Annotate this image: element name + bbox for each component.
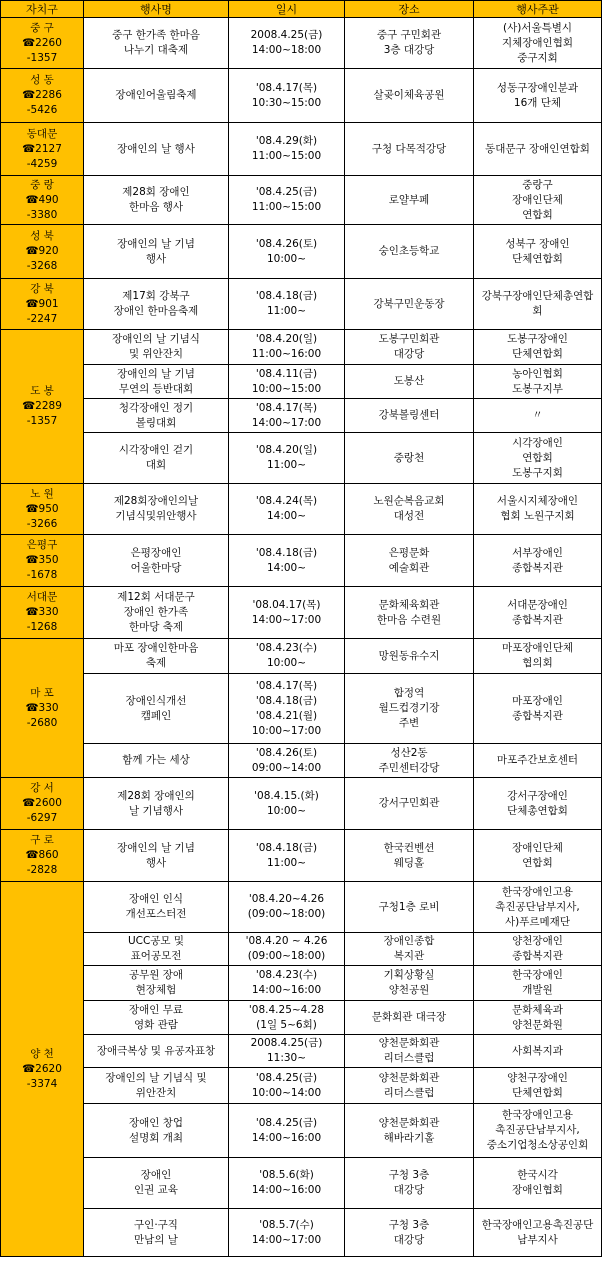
event-name-cell: 함께 가는 세상	[84, 744, 229, 778]
event-name-cell: 장애인 인권 교육	[84, 1158, 229, 1209]
datetime-cell: '08.04.17(목) 14:00~17:00	[229, 587, 345, 639]
datetime-cell: '08.4.26(토) 09:00~14:00	[229, 744, 345, 778]
place-cell: 강북볼링센터	[345, 399, 474, 433]
datetime-cell: 2008.4.25(금) 11:30~	[229, 1035, 345, 1068]
event-name-cell: 장애인의 날 기념식 및 위안잔치	[84, 330, 229, 365]
district-cell	[1, 123, 84, 176]
district-name: 도 봉	[30, 385, 54, 397]
organizer-cell: 양천장애인 종합복지관	[474, 933, 602, 966]
table-row	[1, 778, 602, 830]
organizer-cell: 동대문구 장애인연합회	[474, 123, 602, 176]
table-row	[1, 123, 602, 176]
place-cell: 양천문화회관 리더스클럽	[345, 1035, 474, 1068]
datetime-cell: '08.4.20(일) 11:00~	[229, 433, 345, 484]
table-row	[1, 69, 602, 123]
organizer-cell: 문화체육과 양천문화원	[474, 1001, 602, 1035]
organizer-cell: 서부장애인 종합복지관	[474, 535, 602, 587]
district-name: 구 로	[30, 834, 54, 846]
district-phone: ☎901 -2247	[25, 297, 59, 325]
place-cell: 숭인초등학교	[345, 225, 474, 279]
table-row	[1, 1104, 602, 1158]
place-cell: 강서구민회관	[345, 778, 474, 830]
organizer-cell: 장애인단체 연합회	[474, 830, 602, 882]
table-row	[1, 1068, 602, 1104]
event-name-cell: 장애인어울림축제	[84, 69, 229, 123]
organizer-cell: 마포장애인단체 협의회	[474, 639, 602, 674]
district-name: 양 천	[30, 1047, 54, 1060]
event-name-cell: 구인·구직 만남의 날	[84, 1209, 229, 1257]
district-cell	[1, 882, 84, 1257]
event-name-cell: 은평장애인 어울한마당	[84, 535, 229, 587]
district-cell	[1, 587, 84, 639]
datetime-cell: '08.4.25(금) 10:00~14:00	[229, 1068, 345, 1104]
datetime-cell: '08.4.20~4.26 (09:00~18:00)	[229, 882, 345, 933]
table-row	[1, 1001, 602, 1035]
organizer-cell: 성동구장애인분과 16개 단체	[474, 69, 602, 123]
header-place: 장소	[345, 1, 474, 18]
event-name-cell: 장애인 창업 설명회 개최	[84, 1104, 229, 1158]
datetime-cell: '08.4.25(금) 11:00~15:00	[229, 176, 345, 225]
table-row	[1, 639, 602, 674]
event-name-cell: 제28회장애인의날 기념식및위안행사	[84, 484, 229, 535]
datetime-cell: '08.4.24(목) 14:00~	[229, 484, 345, 535]
event-name-cell: UCC공모 및 표어공모전	[84, 933, 229, 966]
event-name-cell: 청각장애인 정기 볼링대회	[84, 399, 229, 433]
table-row	[1, 225, 602, 279]
datetime-cell: '08.4.23(수) 10:00~	[229, 639, 345, 674]
place-cell: 기획상황실 양천공원	[345, 966, 474, 1001]
place-cell: 강북구민운동장	[345, 279, 474, 330]
datetime-cell: '08.4.11(금) 10:00~15:00	[229, 365, 345, 399]
organizer-cell: 서울시지체장애인 협회 노원구지회	[474, 484, 602, 535]
district-cell	[1, 830, 84, 882]
event-name-cell: 장애인의 날 행사	[84, 123, 229, 176]
district-name: 노 원	[30, 487, 54, 500]
place-cell: 양천문화회관 리더스클럽	[345, 1068, 474, 1104]
organizer-cell: 사회복지과	[474, 1035, 602, 1068]
place-cell: 구청 3층 대강당	[345, 1158, 474, 1209]
organizer-cell: 마포주간보호센터	[474, 744, 602, 778]
table-row	[1, 966, 602, 1001]
event-name-cell: 시각장애인 걷기 대회	[84, 433, 229, 484]
datetime-cell: '08.4.23(수) 14:00~16:00	[229, 966, 345, 1001]
district-phone: ☎2127 -4259	[22, 142, 62, 170]
event-name-cell: 공무원 장애 현장체험	[84, 966, 229, 1001]
datetime-cell: '08.4.18(금) 11:00~	[229, 279, 345, 330]
district-cell	[1, 778, 84, 830]
place-cell: 살곶이체육공원	[345, 69, 474, 123]
event-name-cell: 제17회 강북구 장애인 한마음축제	[84, 279, 229, 330]
place-cell: 성산2동 주민센터강당	[345, 744, 474, 778]
organizer-cell: 시각장애인 연합회 도봉구지회	[474, 433, 602, 484]
event-name-cell: 제28회 장애인 한마음 행사	[84, 176, 229, 225]
district-name: 중 구	[30, 21, 54, 34]
events-table-body	[1, 18, 602, 1257]
table-row	[1, 933, 602, 966]
table-row	[1, 674, 602, 744]
place-cell: 망원동유수지	[345, 639, 474, 674]
table-row	[1, 484, 602, 535]
place-cell: 중랑천	[345, 433, 474, 484]
district-phone: ☎950 -3266	[25, 502, 59, 530]
place-cell: 로얄부페	[345, 176, 474, 225]
datetime-cell: 2008.4.25(금) 14:00~18:00	[229, 18, 345, 69]
table-row	[1, 830, 602, 882]
place-cell: 구청 다목적강당	[345, 123, 474, 176]
district-phone: ☎2600 -6297	[22, 797, 62, 824]
district-cell	[1, 279, 84, 330]
district-phone: ☎330 -2680	[25, 701, 59, 729]
table-row	[1, 1035, 602, 1068]
datetime-cell: '08.4.25(금) 14:00~16:00	[229, 1104, 345, 1158]
place-cell: 구청1층 로비	[345, 882, 474, 933]
datetime-cell: '08.4.18(금) 14:00~	[229, 535, 345, 587]
organizer-cell: 성북구 장애인 단체연합회	[474, 225, 602, 279]
organizer-cell: 한국장애인고용촉진공단 남부지사	[474, 1209, 602, 1257]
district-phone: ☎920 -3268	[25, 245, 59, 272]
district-name: 중 랑	[30, 178, 54, 191]
place-cell: 한국컨벤션 웨딩홀	[345, 830, 474, 882]
district-name: 은평구	[26, 539, 58, 551]
district-phone: ☎330 -1268	[25, 606, 59, 633]
header-row	[1, 1, 602, 18]
organizer-cell: 강서구장애인 단체총연합회	[474, 778, 602, 830]
table-row	[1, 433, 602, 484]
organizer-cell: 한국장애인 개발원	[474, 966, 602, 1001]
district-phone: ☎490 -3380	[25, 193, 59, 221]
table-row	[1, 1158, 602, 1209]
district-cell	[1, 484, 84, 535]
header-datetime: 일시	[229, 1, 345, 18]
district-phone: ☎2260 -1357	[22, 36, 62, 64]
organizer-cell: 강북구장애인단체총연합 회	[474, 279, 602, 330]
datetime-cell: '08.4.17(목) '08.4.18(금) '08.4.21(월) 10:00~17:00	[229, 674, 345, 744]
header-organizer: 행사주관	[474, 1, 602, 18]
event-name-cell: 장애인식개선 캠페인	[84, 674, 229, 744]
district-name: 동대문	[26, 127, 58, 140]
place-cell: 문화회관 대극장	[345, 1001, 474, 1035]
event-name-cell: 장애인 무료 영화 관람	[84, 1001, 229, 1035]
organizer-cell: 양천구장애인 단체연합회	[474, 1068, 602, 1104]
organizer-cell: 서대문장애인 종합복지관	[474, 587, 602, 639]
organizer-cell: 농아인협회 도봉구지부	[474, 365, 602, 399]
district-name: 마 포	[30, 686, 54, 699]
datetime-cell: '08.4.26(토) 10:00~	[229, 225, 345, 279]
organizer-cell: 한국장애인고용 촉진공단남부지사, 중소기업청소상공인회	[474, 1104, 602, 1158]
district-phone: ☎350 -1678	[25, 554, 59, 581]
datetime-cell: '08.4.18(금) 11:00~	[229, 830, 345, 882]
table-row	[1, 399, 602, 433]
table-row	[1, 535, 602, 587]
event-name-cell: 중구 한가족 한마음 나누기 대축제	[84, 18, 229, 69]
place-cell: 구청 3층 대강당	[345, 1209, 474, 1257]
datetime-cell: '08.5.7(수) 14:00~17:00	[229, 1209, 345, 1257]
organizer-cell: 중랑구 장애인단체 연합회	[474, 176, 602, 225]
organizer-cell: 한국장애인고용 촉진공단남부지사, 사)푸르메재단	[474, 882, 602, 933]
event-name-cell: 장애인의 날 기념 무연의 등반대회	[84, 365, 229, 399]
datetime-cell: '08.4.17(목) 10:30~15:00	[229, 69, 345, 123]
event-name-cell: 장애극복상 및 유공자표창	[84, 1035, 229, 1068]
table-row	[1, 1209, 602, 1257]
datetime-cell: '08.4.17(목) 14:00~17:00	[229, 399, 345, 433]
place-cell: 도봉산	[345, 365, 474, 399]
organizer-cell: 〃	[474, 399, 602, 433]
table-row	[1, 18, 602, 69]
organizer-cell: (사)서울특별시 지체장애인협회 중구지회	[474, 18, 602, 69]
table-row	[1, 744, 602, 778]
table-row	[1, 882, 602, 933]
district-cell	[1, 535, 84, 587]
place-cell: 양천문화회관 해바라기홀	[345, 1104, 474, 1158]
datetime-cell: '08.4.15.(화) 10:00~	[229, 778, 345, 830]
district-name: 성 북	[30, 230, 54, 242]
event-name-cell: 제28회 장애인의 날 기념행사	[84, 778, 229, 830]
place-cell: 은평문화 예술회관	[345, 535, 474, 587]
event-name-cell: 제12회 서대문구 장애인 한가족 한마당 축제	[84, 587, 229, 639]
district-cell	[1, 225, 84, 279]
datetime-cell: '08.4.25~4.28 (1일 5~6회)	[229, 1001, 345, 1035]
table-row	[1, 330, 602, 365]
district-phone: ☎2286 -5426	[22, 89, 62, 116]
district-name: 강 북	[30, 282, 54, 295]
place-cell: 중구 구민회관 3층 대강당	[345, 18, 474, 69]
organizer-cell: 도봉구장애인 단체연합회	[474, 330, 602, 365]
event-name-cell: 마포 장애인한마음 축제	[84, 639, 229, 674]
place-cell: 노원순복음교회 대성전	[345, 484, 474, 535]
table-row	[1, 365, 602, 399]
table-row	[1, 279, 602, 330]
district-cell	[1, 18, 84, 69]
table-row	[1, 587, 602, 639]
place-cell: 도봉구민회관 대강당	[345, 330, 474, 365]
datetime-cell: '08.4.20(일) 11:00~16:00	[229, 330, 345, 365]
header-event-name: 행사명	[84, 1, 229, 18]
datetime-cell: '08.4.20 ~ 4.26 (09:00~18:00)	[229, 933, 345, 966]
district-phone: ☎2289 -1357	[22, 400, 62, 427]
district-phone: ☎2620 -3374	[22, 1062, 62, 1090]
organizer-cell: 한국시각 장애인협회	[474, 1158, 602, 1209]
district-phone: ☎860 -2828	[25, 849, 59, 876]
district-name: 강 서	[30, 782, 54, 794]
event-name-cell: 장애인의 날 기념 행사	[84, 830, 229, 882]
organizer-cell: 마포장애인 종합복지관	[474, 674, 602, 744]
event-name-cell: 장애인의 날 기념식 및 위안잔치	[84, 1068, 229, 1104]
event-name-cell: 장애인 인식 개선포스터전	[84, 882, 229, 933]
place-cell: 문화체육회관 한마음 수련원	[345, 587, 474, 639]
district-cell	[1, 330, 84, 484]
district-cell	[1, 69, 84, 123]
district-name: 서대문	[26, 591, 58, 603]
event-name-cell: 장애인의 날 기념 행사	[84, 225, 229, 279]
district-name: 성 동	[30, 74, 54, 86]
district-cell	[1, 176, 84, 225]
header-district: 자치구	[1, 1, 84, 18]
datetime-cell: '08.5.6(화) 14:00~16:00	[229, 1158, 345, 1209]
table-row	[1, 176, 602, 225]
datetime-cell: '08.4.29(화) 11:00~15:00	[229, 123, 345, 176]
place-cell: 장애인종합 복지관	[345, 933, 474, 966]
place-cell: 합정역 월드컵경기장 주변	[345, 674, 474, 744]
district-cell	[1, 639, 84, 778]
